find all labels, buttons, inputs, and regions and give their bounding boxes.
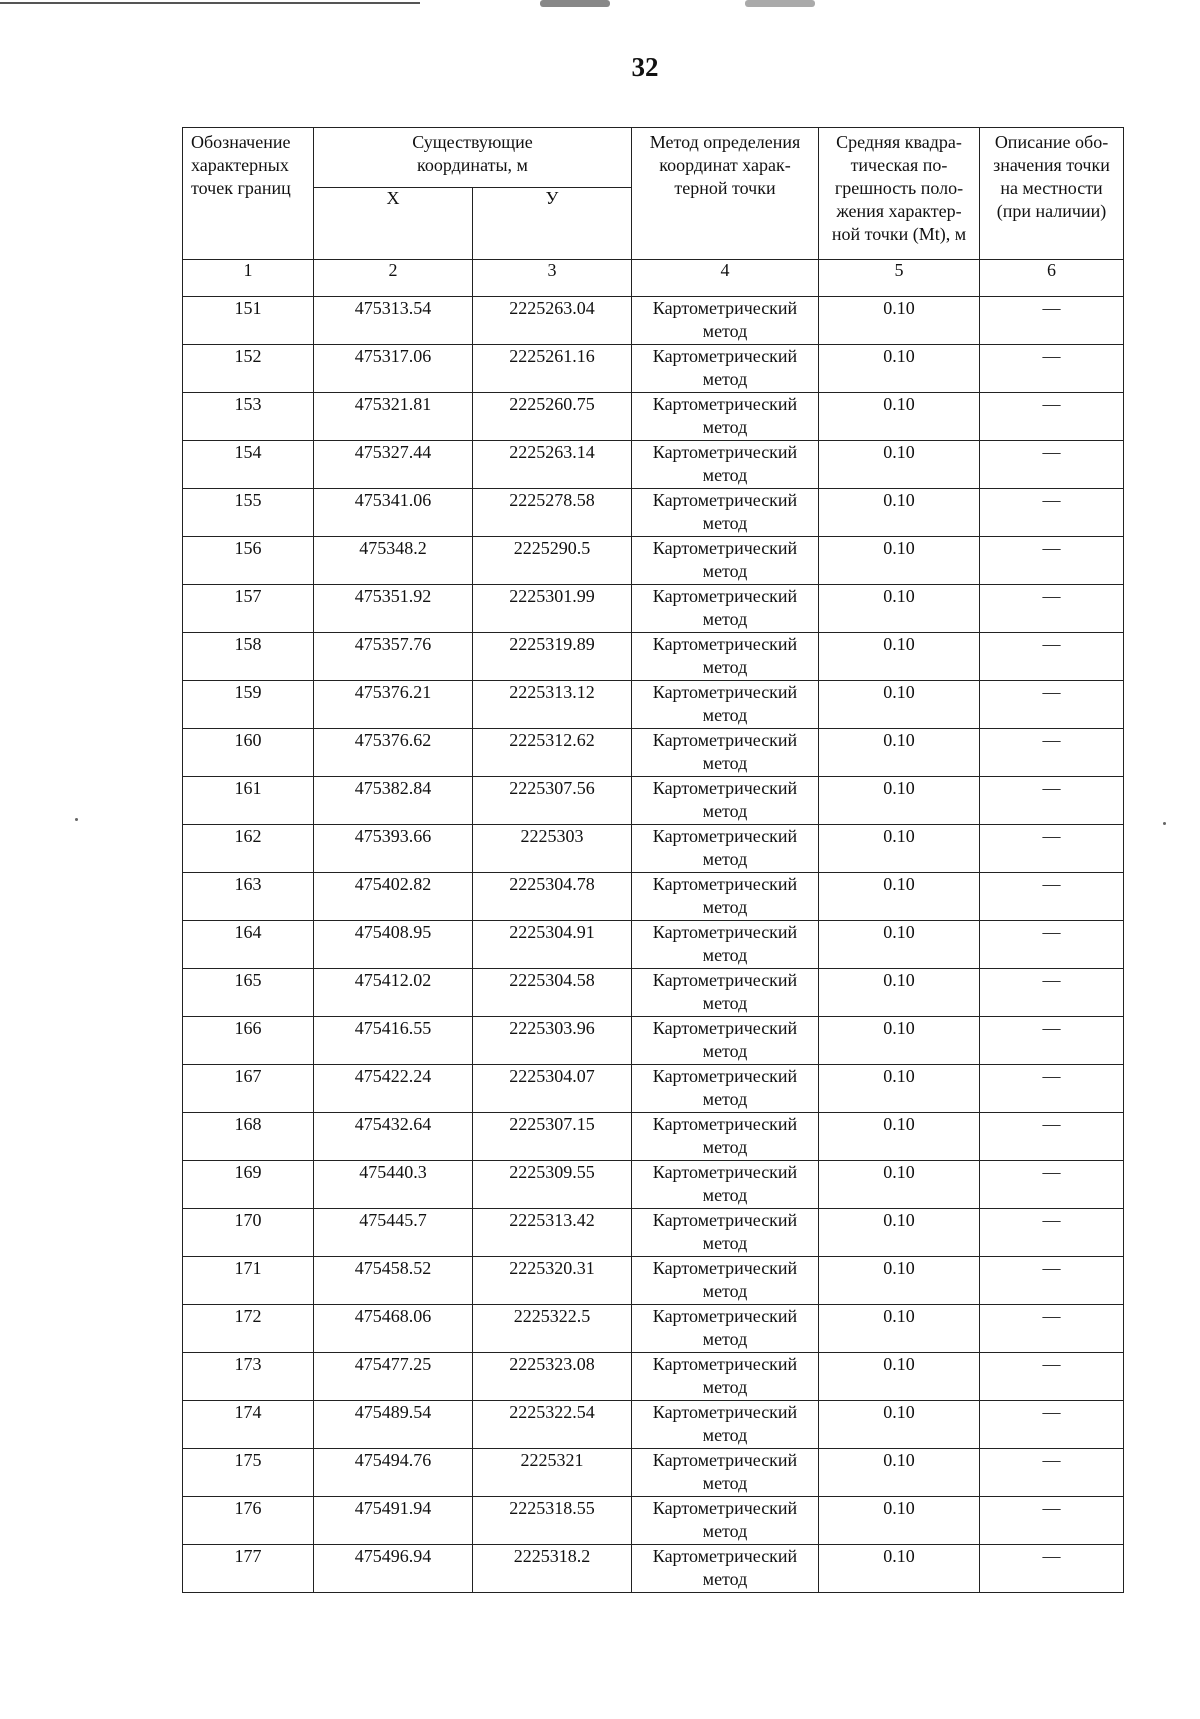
- coord-x: 475313.54: [314, 297, 473, 345]
- coord-x: 475402.82: [314, 873, 473, 921]
- description-cell: —: [980, 969, 1124, 1017]
- scan-speck: [75, 818, 78, 821]
- point-number: 176: [183, 1497, 314, 1545]
- coord-x: 475496.94: [314, 1545, 473, 1593]
- coord-y: 2225318.55: [473, 1497, 632, 1545]
- point-number: 151: [183, 297, 314, 345]
- coord-y: 2225313.42: [473, 1209, 632, 1257]
- header-existing-coordinates: [314, 128, 632, 188]
- method-line: метод: [702, 369, 748, 389]
- mean-error: 0.10: [819, 585, 980, 633]
- method-cell: [632, 1065, 819, 1113]
- mean-error: 0.10: [819, 1065, 980, 1113]
- table-row: [183, 1353, 1124, 1401]
- point-number: 163: [183, 873, 314, 921]
- method-cell: [632, 873, 819, 921]
- header-line: (при наличии): [996, 201, 1107, 221]
- table-row: [183, 489, 1124, 537]
- coord-x: 475357.76: [314, 633, 473, 681]
- mean-error: 0.10: [819, 873, 980, 921]
- column-number: 4: [632, 260, 819, 297]
- column-number: 3: [473, 260, 632, 297]
- header-line: координат харак-: [659, 155, 791, 175]
- header-x: X: [314, 188, 473, 260]
- method-line: Картометрический: [652, 1018, 798, 1038]
- table-row: [183, 969, 1124, 1017]
- table-row: [183, 1257, 1124, 1305]
- method-cell: [632, 297, 819, 345]
- point-number: 165: [183, 969, 314, 1017]
- point-number: 158: [183, 633, 314, 681]
- description-cell: —: [980, 1401, 1124, 1449]
- point-number: 161: [183, 777, 314, 825]
- coord-y: 2225263.14: [473, 441, 632, 489]
- boundary-points-table: [182, 127, 1124, 1593]
- mean-error: 0.10: [819, 825, 980, 873]
- mean-error: 0.10: [819, 969, 980, 1017]
- method-line: метод: [702, 321, 748, 341]
- description-cell: —: [980, 345, 1124, 393]
- method-line: Картометрический: [652, 346, 798, 366]
- mean-error: 0.10: [819, 1545, 980, 1593]
- method-line: Картометрический: [652, 1498, 798, 1518]
- method-line: Картометрический: [652, 1114, 798, 1134]
- scan-blot: [540, 0, 610, 7]
- description-cell: —: [980, 729, 1124, 777]
- method-line: Картометрический: [652, 1546, 798, 1566]
- point-number: 160: [183, 729, 314, 777]
- coord-y: 2225278.58: [473, 489, 632, 537]
- method-line: метод: [702, 1377, 748, 1397]
- scan-speck: [1163, 822, 1166, 825]
- description-cell: —: [980, 1161, 1124, 1209]
- point-number: 155: [183, 489, 314, 537]
- table-row: [183, 1497, 1124, 1545]
- column-number: 6: [980, 260, 1124, 297]
- method-line: Картометрический: [652, 1066, 798, 1086]
- point-number: 162: [183, 825, 314, 873]
- mean-error: 0.10: [819, 393, 980, 441]
- header-line: тическая по-: [850, 155, 948, 175]
- header-line: характерных: [191, 155, 289, 175]
- table-row: [183, 825, 1124, 873]
- table-row: [183, 1161, 1124, 1209]
- point-number: 159: [183, 681, 314, 729]
- table-row: [183, 1401, 1124, 1449]
- method-line: Картометрический: [652, 442, 798, 462]
- method-line: метод: [702, 753, 748, 773]
- mean-error: 0.10: [819, 1209, 980, 1257]
- method-line: Картометрический: [652, 730, 798, 750]
- point-number: 168: [183, 1113, 314, 1161]
- method-cell: [632, 729, 819, 777]
- method-cell: [632, 585, 819, 633]
- coord-y: 2225312.62: [473, 729, 632, 777]
- scan-stroke: [0, 2, 420, 4]
- mean-error: 0.10: [819, 1305, 980, 1353]
- method-cell: [632, 777, 819, 825]
- table-row: [183, 441, 1124, 489]
- coord-y: 2225321: [473, 1449, 632, 1497]
- description-cell: —: [980, 633, 1124, 681]
- header-line: Существующие: [412, 132, 533, 152]
- coord-y: 2225304.07: [473, 1065, 632, 1113]
- column-number: 1: [183, 260, 314, 297]
- coord-x: 475422.24: [314, 1065, 473, 1113]
- method-line: метод: [702, 945, 748, 965]
- method-line: метод: [702, 1473, 748, 1493]
- table-row: [183, 345, 1124, 393]
- method-cell: [632, 825, 819, 873]
- method-cell: [632, 393, 819, 441]
- description-cell: —: [980, 1545, 1124, 1593]
- coord-x: 475321.81: [314, 393, 473, 441]
- table-row: [183, 585, 1124, 633]
- header-line: жения характер-: [836, 201, 962, 221]
- method-line: Картометрический: [652, 634, 798, 654]
- mean-error: 0.10: [819, 345, 980, 393]
- point-number: 170: [183, 1209, 314, 1257]
- coord-x: 475489.54: [314, 1401, 473, 1449]
- column-numbers-row: [183, 260, 1124, 297]
- page-number: 32: [631, 52, 659, 82]
- method-line: метод: [702, 993, 748, 1013]
- method-line: Картометрический: [652, 1354, 798, 1374]
- mean-error: 0.10: [819, 1449, 980, 1497]
- mean-error: 0.10: [819, 681, 980, 729]
- coord-x: 475341.06: [314, 489, 473, 537]
- point-number: 173: [183, 1353, 314, 1401]
- method-line: метод: [702, 1425, 748, 1445]
- description-cell: —: [980, 1209, 1124, 1257]
- scan-artifacts: [0, 0, 1200, 10]
- mean-error: 0.10: [819, 441, 980, 489]
- method-cell: [632, 1161, 819, 1209]
- coord-x: 475468.06: [314, 1305, 473, 1353]
- table-row: [183, 681, 1124, 729]
- method-line: метод: [702, 801, 748, 821]
- method-line: метод: [702, 1281, 748, 1301]
- method-line: метод: [702, 1521, 748, 1541]
- mean-error: 0.10: [819, 1161, 980, 1209]
- coord-y: 2225303.96: [473, 1017, 632, 1065]
- method-line: Картометрический: [652, 394, 798, 414]
- method-line: Картометрический: [652, 1258, 798, 1278]
- table-row: [183, 1017, 1124, 1065]
- coord-y: 2225322.54: [473, 1401, 632, 1449]
- method-cell: [632, 1209, 819, 1257]
- method-line: метод: [702, 1569, 748, 1589]
- method-cell: [632, 1305, 819, 1353]
- header-line: точек границ: [191, 178, 291, 198]
- mean-error: 0.10: [819, 489, 980, 537]
- coord-y: 2225304.91: [473, 921, 632, 969]
- table-row: [183, 729, 1124, 777]
- header-mean-error: [819, 128, 980, 260]
- description-cell: —: [980, 537, 1124, 585]
- point-number: 166: [183, 1017, 314, 1065]
- header-line: Средняя квадра-: [836, 132, 962, 152]
- method-line: метод: [702, 705, 748, 725]
- coord-y: 2225323.08: [473, 1353, 632, 1401]
- method-line: Картометрический: [652, 490, 798, 510]
- method-line: Картометрический: [652, 1402, 798, 1422]
- description-cell: —: [980, 297, 1124, 345]
- coord-y: 2225301.99: [473, 585, 632, 633]
- method-line: Картометрический: [652, 1306, 798, 1326]
- header-description: [980, 128, 1124, 260]
- table-row: [183, 777, 1124, 825]
- method-line: Картометрический: [652, 874, 798, 894]
- method-line: метод: [702, 1041, 748, 1061]
- method-cell: [632, 1401, 819, 1449]
- point-number: 167: [183, 1065, 314, 1113]
- table-row: [183, 1305, 1124, 1353]
- coord-y: 2225304.58: [473, 969, 632, 1017]
- point-number: 156: [183, 537, 314, 585]
- description-cell: —: [980, 1257, 1124, 1305]
- coord-y: 2225304.78: [473, 873, 632, 921]
- header-y: У: [473, 188, 632, 260]
- coord-y: 2225261.16: [473, 345, 632, 393]
- mean-error: 0.10: [819, 1401, 980, 1449]
- table-row: [183, 393, 1124, 441]
- method-cell: [632, 1113, 819, 1161]
- method-line: Картометрический: [652, 778, 798, 798]
- table-row: [183, 921, 1124, 969]
- coord-x: 475376.21: [314, 681, 473, 729]
- description-cell: —: [980, 393, 1124, 441]
- method-cell: [632, 969, 819, 1017]
- method-cell: [632, 345, 819, 393]
- method-line: Картометрический: [652, 970, 798, 990]
- method-cell: [632, 921, 819, 969]
- mean-error: 0.10: [819, 633, 980, 681]
- coord-y: 2225260.75: [473, 393, 632, 441]
- method-cell: [632, 489, 819, 537]
- coord-y: 2225318.2: [473, 1545, 632, 1593]
- method-line: Картометрический: [652, 922, 798, 942]
- header-line: значения точки: [993, 155, 1110, 175]
- table-row: [183, 1113, 1124, 1161]
- header-line: терной точки: [674, 178, 776, 198]
- description-cell: —: [980, 489, 1124, 537]
- description-cell: —: [980, 681, 1124, 729]
- header-line: на местности: [1000, 178, 1103, 198]
- method-line: Картометрический: [652, 586, 798, 606]
- mean-error: 0.10: [819, 729, 980, 777]
- description-cell: —: [980, 873, 1124, 921]
- method-cell: [632, 1257, 819, 1305]
- method-cell: [632, 681, 819, 729]
- description-cell: —: [980, 1113, 1124, 1161]
- method-line: Картометрический: [652, 298, 798, 318]
- method-line: метод: [702, 1089, 748, 1109]
- coord-x: 475382.84: [314, 777, 473, 825]
- mean-error: 0.10: [819, 1353, 980, 1401]
- coord-y: 2225263.04: [473, 297, 632, 345]
- coord-x: 475317.06: [314, 345, 473, 393]
- header-line: координаты, м: [417, 155, 528, 175]
- method-line: метод: [702, 417, 748, 437]
- description-cell: —: [980, 777, 1124, 825]
- method-line: Картометрический: [652, 682, 798, 702]
- coord-x: 475445.7: [314, 1209, 473, 1257]
- mean-error: 0.10: [819, 1017, 980, 1065]
- coord-x: 475408.95: [314, 921, 473, 969]
- point-number: 153: [183, 393, 314, 441]
- point-number: 175: [183, 1449, 314, 1497]
- method-line: метод: [702, 609, 748, 629]
- header-point-designation: [183, 128, 314, 260]
- point-number: 174: [183, 1401, 314, 1449]
- method-line: метод: [702, 513, 748, 533]
- method-line: Картометрический: [652, 826, 798, 846]
- coord-x: 475348.2: [314, 537, 473, 585]
- description-cell: —: [980, 1017, 1124, 1065]
- description-cell: —: [980, 1449, 1124, 1497]
- table-row: [183, 633, 1124, 681]
- coord-x: 475327.44: [314, 441, 473, 489]
- method-cell: [632, 633, 819, 681]
- method-line: метод: [702, 561, 748, 581]
- method-cell: [632, 1353, 819, 1401]
- method-cell: [632, 441, 819, 489]
- coord-x: 475376.62: [314, 729, 473, 777]
- point-number: 157: [183, 585, 314, 633]
- coord-y: 2225307.15: [473, 1113, 632, 1161]
- description-cell: —: [980, 441, 1124, 489]
- coord-y: 2225309.55: [473, 1161, 632, 1209]
- coord-x: 475477.25: [314, 1353, 473, 1401]
- point-number: 172: [183, 1305, 314, 1353]
- coord-y: 2225320.31: [473, 1257, 632, 1305]
- method-cell: [632, 1545, 819, 1593]
- coord-y: 2225322.5: [473, 1305, 632, 1353]
- coord-y: 2225307.56: [473, 777, 632, 825]
- description-cell: —: [980, 1065, 1124, 1113]
- method-cell: [632, 1017, 819, 1065]
- header-method: [632, 128, 819, 260]
- point-number: 154: [183, 441, 314, 489]
- coord-x: 475412.02: [314, 969, 473, 1017]
- description-cell: —: [980, 1353, 1124, 1401]
- column-number: 2: [314, 260, 473, 297]
- coord-x: 475458.52: [314, 1257, 473, 1305]
- mean-error: 0.10: [819, 921, 980, 969]
- mean-error: 0.10: [819, 1257, 980, 1305]
- method-line: метод: [702, 465, 748, 485]
- header-line: грешность поло-: [834, 178, 964, 198]
- method-line: метод: [702, 849, 748, 869]
- method-cell: [632, 1449, 819, 1497]
- coord-y: 2225290.5: [473, 537, 632, 585]
- table-row: [183, 873, 1124, 921]
- coord-y: 2225313.12: [473, 681, 632, 729]
- description-cell: —: [980, 1305, 1124, 1353]
- table-row: [183, 537, 1124, 585]
- header-line: Метод определения: [649, 132, 801, 152]
- table-row: [183, 1449, 1124, 1497]
- method-cell: [632, 1497, 819, 1545]
- method-line: метод: [702, 897, 748, 917]
- table-row: [183, 1209, 1124, 1257]
- method-line: метод: [702, 1185, 748, 1205]
- description-cell: —: [980, 825, 1124, 873]
- method-line: Картометрический: [652, 1162, 798, 1182]
- method-line: метод: [702, 1137, 748, 1157]
- point-number: 164: [183, 921, 314, 969]
- method-line: метод: [702, 1233, 748, 1253]
- description-cell: —: [980, 1497, 1124, 1545]
- method-line: Картометрический: [652, 538, 798, 558]
- description-cell: —: [980, 921, 1124, 969]
- method-line: Картометрический: [652, 1450, 798, 1470]
- column-number: 5: [819, 260, 980, 297]
- description-cell: —: [980, 585, 1124, 633]
- coord-y: 2225319.89: [473, 633, 632, 681]
- coord-x: 475440.3: [314, 1161, 473, 1209]
- table-row: [183, 1545, 1124, 1593]
- point-number: 152: [183, 345, 314, 393]
- coord-x: 475494.76: [314, 1449, 473, 1497]
- coord-x: 475416.55: [314, 1017, 473, 1065]
- coord-x: 475393.66: [314, 825, 473, 873]
- coord-x: 475432.64: [314, 1113, 473, 1161]
- coord-y: 2225303: [473, 825, 632, 873]
- method-line: метод: [702, 657, 748, 677]
- table-row: [183, 297, 1124, 345]
- mean-error: 0.10: [819, 537, 980, 585]
- point-number: 171: [183, 1257, 314, 1305]
- mean-error: 0.10: [819, 1497, 980, 1545]
- mean-error: 0.10: [819, 297, 980, 345]
- header-line: Обозначение: [191, 132, 291, 152]
- coord-x: 475491.94: [314, 1497, 473, 1545]
- coord-x: 475351.92: [314, 585, 473, 633]
- table-row: [183, 1065, 1124, 1113]
- scan-blot: [745, 0, 815, 7]
- point-number: 169: [183, 1161, 314, 1209]
- point-number: 177: [183, 1545, 314, 1593]
- method-line: Картометрический: [652, 1210, 798, 1230]
- method-line: метод: [702, 1329, 748, 1349]
- method-cell: [632, 537, 819, 585]
- header-line: Описание обо-: [994, 132, 1109, 152]
- mean-error: 0.10: [819, 777, 980, 825]
- mean-error: 0.10: [819, 1113, 980, 1161]
- header-line: ной точки (Mt), м: [831, 224, 967, 244]
- table-body: [183, 297, 1124, 1593]
